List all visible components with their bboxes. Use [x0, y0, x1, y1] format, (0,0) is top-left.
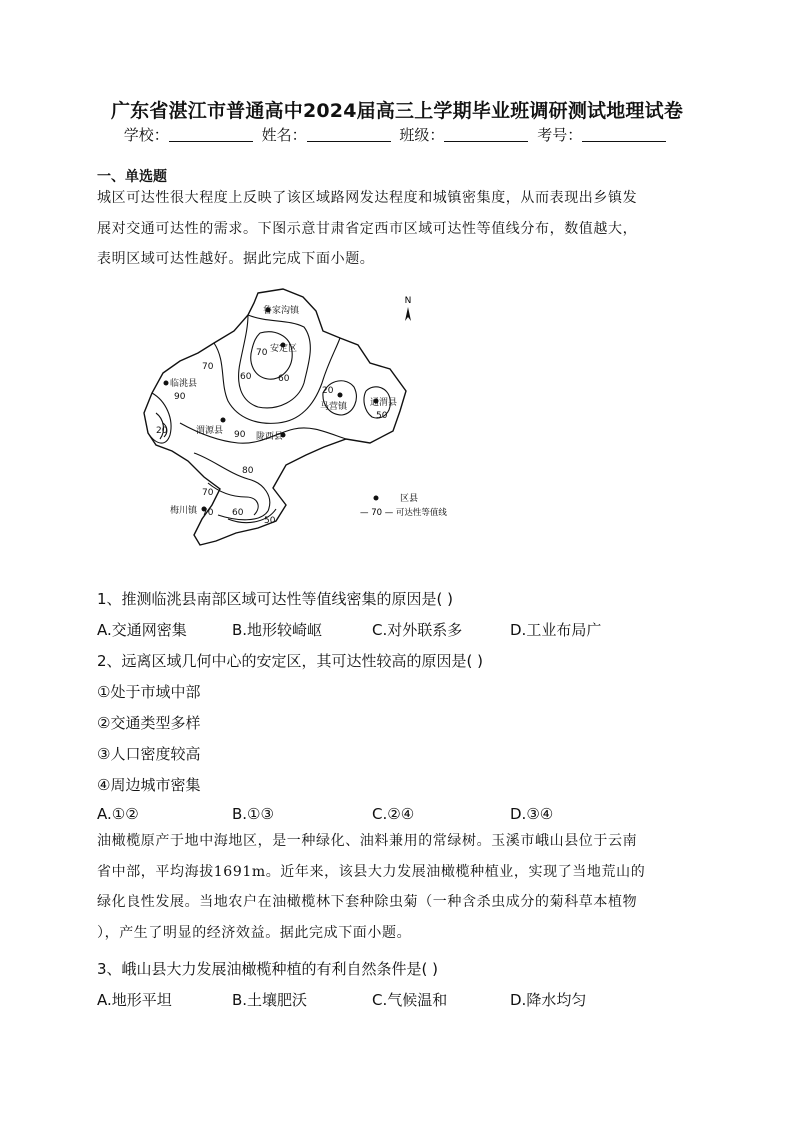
option-c[interactable]: C.对外联系多: [372, 621, 463, 639]
option-d[interactable]: D.工业布局广: [510, 621, 602, 639]
passage-2-line: 绿化良性发展。当地农户在油橄榄林下套种除虫菊（一种含杀虫成分的菊科草本植物: [97, 894, 638, 910]
contour-value-label: 70: [256, 348, 268, 358]
passage-2: [97, 826, 693, 948]
passage-1-line: 城区可达性很大程度上反映了该区域路网发达程度和城镇密集度，从而表现出乡镇发: [97, 190, 638, 206]
option-a[interactable]: A.地形平坦: [97, 991, 172, 1009]
passage-1-line: 表明区域可达性越好。据此完成下面小题。: [97, 251, 375, 267]
north-arrow-icon: [405, 296, 412, 321]
passage-2-line: 省中部，平均海拔1691m。近年来，该县大力发展油橄榄种植业，实现了当地荒山的: [97, 863, 646, 880]
place-label: 安定区: [270, 344, 298, 354]
place-label: 鲁家沟镇: [263, 306, 300, 316]
question-3-stem: 3、峨山县大力发展油橄榄种植的有利自然条件是( ): [97, 960, 439, 978]
place-label: 渭源县: [196, 426, 224, 436]
legend-point-icon: [374, 496, 379, 501]
contour-value-label: 90: [174, 392, 186, 402]
school-field[interactable]: [124, 124, 253, 145]
contour-value-label: 90: [234, 430, 246, 440]
option-a[interactable]: A.①②: [97, 805, 139, 823]
place-label: 陇西县: [256, 432, 284, 442]
contour-value-label: 20: [322, 386, 334, 396]
passage-1: [97, 183, 693, 275]
student-info-line: [0, 124, 794, 145]
place-label: 梅川镇: [170, 506, 198, 516]
option-d[interactable]: D.降水均匀: [510, 991, 587, 1009]
option-d[interactable]: D.③④: [510, 805, 554, 823]
question-2-item: ①处于市域中部: [97, 683, 201, 701]
contour-value-label: 70: [202, 488, 214, 498]
question-2-item: ②交通类型多样: [97, 714, 201, 732]
school-label: 学校：: [123, 126, 169, 144]
name-label: 姓名：: [261, 126, 307, 144]
class-blank[interactable]: [444, 127, 528, 142]
contour-value-label: 20: [156, 426, 168, 436]
question-2-stem: 2、远离区域几何中心的安定区，其可达性较高的原因是( ): [97, 652, 484, 670]
accessibility-contour-map: [108, 283, 468, 563]
option-a[interactable]: A.交通网密集: [97, 621, 187, 639]
section-heading: 一、单选题: [97, 169, 167, 185]
passage-2-line: 油橄榄原产于地中海地区，是一种绿化、油料兼用的常绿树。玉溪市峨山县位于云南: [97, 833, 638, 849]
exam-number-label: 考号：: [537, 126, 583, 144]
contour-value-label: 60: [232, 508, 244, 518]
contour-value-label: 60: [278, 374, 290, 384]
school-blank[interactable]: [169, 127, 253, 142]
place-label: 通渭县: [370, 398, 398, 408]
legend-line-label: — 70 — 可达性等值线: [360, 508, 447, 518]
question-2-item: ④周边城市密集: [97, 776, 201, 794]
name-blank[interactable]: [307, 127, 391, 142]
passage-1-line: 展对交通可达性的需求。下图示意甘肃省定西市区域可达性等值线分布，数值越大，: [97, 220, 638, 237]
class-field[interactable]: [399, 124, 528, 145]
legend-point-label: 区县: [400, 494, 419, 504]
contour-value-label: 70: [202, 508, 214, 518]
exam-number-blank[interactable]: [582, 127, 666, 142]
place-label: 临洮县: [170, 379, 198, 389]
question-1-stem: 1、推测临洮县南部区域可达性等值线密集的原因是( ): [97, 590, 454, 608]
option-b[interactable]: B.土壤肥沃: [232, 991, 308, 1009]
map-legend: [360, 493, 447, 518]
contour-value-label: 80: [242, 466, 254, 476]
name-field[interactable]: [262, 124, 391, 145]
contour-value-label: 50: [376, 411, 388, 421]
option-b[interactable]: B.①③: [232, 805, 274, 823]
exam-title: 广东省湛江市普通高中2024届高三上学期毕业班调研测试地理试卷: [110, 100, 684, 122]
passage-2-line: ），产生了明显的经济效益。据此完成下面小题。: [97, 924, 412, 941]
place-dot: [164, 381, 169, 386]
place-dot: [221, 418, 226, 423]
place-dot: [338, 393, 343, 398]
north-label: N: [404, 296, 412, 306]
class-label: 班级：: [399, 126, 445, 144]
option-b[interactable]: B.地形较崎岖: [232, 621, 323, 639]
question-2-item: ③人口密度较高: [97, 745, 201, 763]
contour-value-label: 60: [240, 372, 252, 382]
option-c[interactable]: C.②④: [372, 805, 415, 823]
exam-number-field[interactable]: [537, 124, 666, 145]
place-label: 马营镇: [320, 402, 348, 412]
contour-value-label: 70: [202, 362, 214, 372]
option-c[interactable]: C.气候温和: [372, 991, 448, 1009]
contour-value-label: 50: [264, 516, 276, 526]
